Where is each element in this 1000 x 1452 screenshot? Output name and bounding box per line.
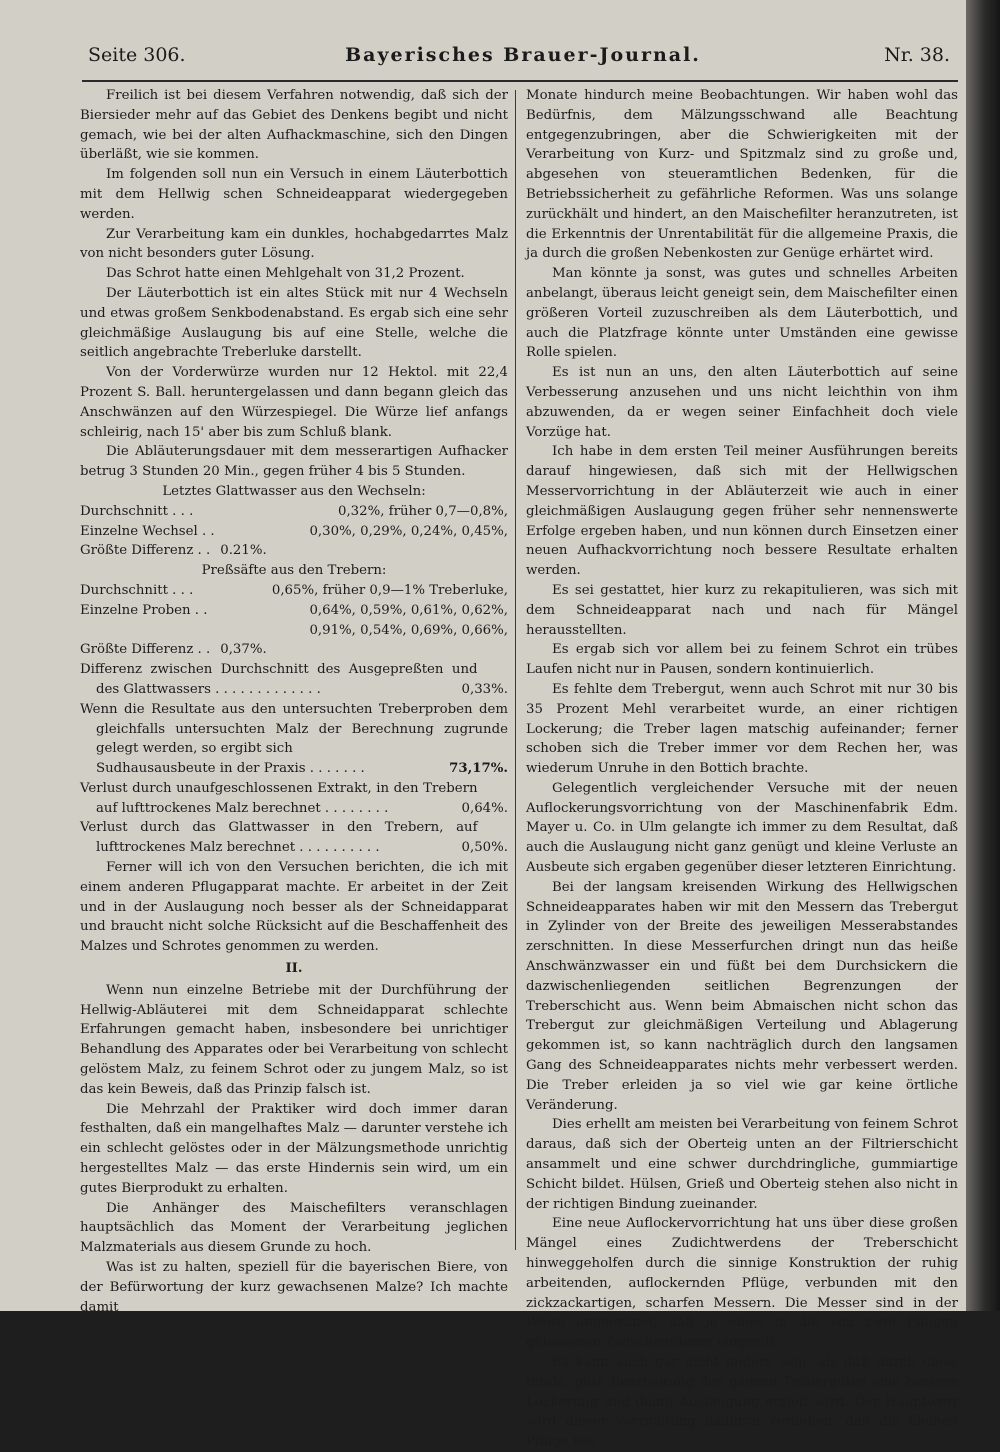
row-value: 0,33%. [461, 681, 508, 697]
row-label: Größte Differenz . . [80, 642, 211, 658]
table-row [80, 601, 508, 621]
row-label: Größte Differenz . . [80, 543, 211, 559]
paragraph: Dies erhellt am meisten bei Verarbeitung von feinem Schrot daraus, daß sich der Oberteig unten an der Filtrierschicht ansammelt und eine schwer durchdringliche, gummiartige Schicht bildet. Hülsen, Grieß und Oberteig stehen also nicht in der richtigen Bindung zueinander. [526, 1117, 958, 1212]
paragraph: Das Schrot hatte einen Mehlgehalt von 31,2 Prozent. [106, 266, 465, 282]
row-value: 0,37%. [220, 642, 267, 658]
paragraph: Es kann auch gar nicht anders sein, als daß durch diese totale, gute Bearbeitung des ganzen Trebergutes eine bessere Lockerung und damit Auslaugung erzielt wird. Der Hauptwert wird dieser Vorrichtung dadurch verliehen, daß die kleinen Pflüge wie [526, 1355, 958, 1450]
table-row [80, 640, 508, 660]
row-label: Verlust durch unaufgeschlossenen Extrakt, in den Trebern auf lufttrockenes Malz berechnet . . . . . . . . [80, 780, 478, 816]
row-value: 0,91%, 0,54%, 0,69%, 0,66%, [309, 622, 508, 638]
table-row [80, 502, 508, 522]
paragraph: Es ist nun an uns, den alten Läuterbottich auf seine Verbesserung anzusehen und uns nicht leichthin von ihm abzuwenden, da er wegen seiner Einfachheit doch viele Vorzüge hat. [526, 365, 958, 440]
table-row [80, 621, 508, 641]
page-number: Seite 306. [88, 44, 186, 66]
paragraph: Zur Verarbeitung kam ein dunkles, hochabgedarrtes Malz von nicht besonders guter Lösung. [80, 226, 508, 262]
issue-number: Nr. 38. [884, 44, 950, 66]
paragraph: Wenn nun einzelne Betriebe mit der Durchführung der Hellwig-Abläuterei mit dem Schneidapparat schlechte Erfahrungen gemacht haben, insbesondere bei unrichtiger Behandlung des Apparates oder bei Verarbeitung von schlecht gelöstem Malz, zu feinem Schrot oder zu jungem Malz, so ist das kein Beweis, daß das Prinzip falsch ist. [80, 982, 508, 1097]
paragraph: Wenn die Resultate aus den untersuchten Treberproben dem gleichfalls untersuchten Malz der Berechnung zugrunde gelegt werden, so ergibt sich [80, 701, 508, 757]
section-heading: II. [285, 961, 303, 977]
page-edge-shadow [966, 0, 1000, 1311]
row-value: 0,64%, 0,59%, 0,61%, 0,62%, [309, 602, 508, 618]
paragraph: Bei der langsam kreisenden Wirkung des Hellwigschen Schneideapparates haben wir mit den Messern das Trebergut in Zylinder von der Breite des jeweiligen Messerabstandes zerschnitten. In diese Messerfurchen dringt nun das heiße Anschwänzwasser ein und füßt bei dem Durchsickern die dazwischenliegenden seitlichen Begrenzungen der Treberschicht aus. Wenn beim Abmaischen nicht schon das Trebergut zur gleichmäßigen Verteilung und Ablagerung gekommen ist, so kann nachträglich durch den langsamen Gang des Schneideapparates nichts mehr verbessert werden. Die Treber erleiden ja so viel wie gar keine örtliche Veränderung. [526, 879, 958, 1113]
paragraph: Eine neue Auflockervorrichtung hat uns über diese großen Mängel eines Zudichtwerdens der Treberschicht hinweggeholfen durch die sinnige Konstruktion der ruhig arbeitenden, auflockernden Pflüge, verbunden mit den zickzackartigen, scharfen Messern. Die Messer sind in der Weise angeordnet, daß je eines in die von zwei Pflügen gelassenen Zwischenräume eingreift. [526, 1216, 958, 1351]
row-label: Durchschnitt . . . [80, 582, 194, 598]
paragraph: Monate hindurch meine Beobachtungen. Wir haben wohl das Bedürfnis, dem Mälzungsschwand alle Beachtung entgegenzubringen, aber die Schwierigkeiten mit der Verarbeitung von Kurz- und Spitzmalz sind zu große und, abgesehen von steueramtlichen Bedenken, für die Betriebssicherheit zu gefährliche Reformen. Was uns solange zurückhält und hindert, an den Maischefilter heranzutreten, ist die Erkenntnis der Unrentabilität für die allgemeine Praxis, die ja durch die großen Nebenkosten zur Genüge erhärtet wird. [526, 88, 958, 262]
paragraph: Die Abläuterungsdauer mit dem messerartigen Aufhacker betrug 3 Stunden 20 Min., gegen früher 4 bis 5 Stunden. [80, 444, 508, 480]
table-heading: Preßsäfte aus den Trebern: [201, 563, 387, 579]
page-header [88, 44, 958, 74]
paragraph: Es sei gestattet, hier kurz zu rekapitulieren, was sich mit dem Schneideapparat nach und nach für Mängel herausstellten. [526, 582, 958, 638]
table-row [80, 522, 508, 542]
row-label: Durchschnitt . . . [80, 503, 194, 519]
result-row [80, 779, 508, 819]
paragraph: Im folgenden soll nun ein Versuch in einem Läuterbottich mit dem Hellwig schen Schneideapparat wiedergegeben werden. [80, 167, 508, 222]
row-value: 0,32%, früher 0,7—0,8%, [337, 503, 508, 519]
header-rule [82, 80, 958, 82]
paragraph: Gelegentlich vergleichender Versuche mit der neuen Auflockerungsvorrichtung von der Maschinenfabrik Edm. Mayer u. Co. in Ulm gelangte ich immer zu dem Resultat, daß auch die Auslaugung nicht ganz genügt und kleine Verluste an Ausbeute sich ergaben gegenüber dieser letzteren Einrichtung. [526, 780, 958, 876]
row-value: 0.21%. [220, 543, 267, 559]
row-label: Einzelne Proben . . [80, 602, 208, 618]
row-value: 0,65%, früher 0,9—1% Treberluke, [271, 582, 508, 598]
row-label: Differenz zwischen Durchschnitt des Ausgepreßten und des Glattwassers . . . . . . . . . . . . . [80, 662, 478, 697]
result-row [80, 660, 508, 700]
row-label: Einzelne Wechsel . . [80, 523, 215, 539]
paragraph: Ferner will ich von den Versuchen berichten, die ich mit einem anderen Pflugapparat machte. Er arbeitet in der Zeit und in der Auslaugung noch besser als der Schneidapparat und braucht nicht solche Rücksicht auf die Beschaffenheit des Malzes und Schrotes genommen zu werden. [80, 860, 508, 955]
journal-title: Bayerisches Brauer-Journal. [345, 44, 701, 66]
table-row [80, 581, 508, 601]
row-value: 0,64%. [461, 800, 508, 816]
column-divider [515, 90, 516, 1250]
paragraph: Was ist zu halten, speziell für die bayerischen Biere, von der Befürwortung der kurz gewachsenen Malze? Ich machte damit [80, 1260, 508, 1315]
left-column [80, 86, 508, 1317]
table-row [80, 541, 508, 561]
row-value: 73,17%. [449, 761, 508, 777]
row-value: 0,50%. [461, 840, 508, 856]
row-label: Verlust durch das Glattwasser in den Trebern, auf lufttrockenes Malz berechnet . . . . . . . . . . [80, 820, 478, 856]
result-row [80, 759, 508, 779]
paragraph: Von der Vorderwürze wurden nur 12 Hektol. mit 22,4 Prozent S. Ball. heruntergelassen und dann begann gleich das Anschwänzen auf den Würzespiegel. Die Würze lief anfangs schleirig, nach 15' aber bis zum Schluß blank. [80, 365, 508, 440]
paragraph: Ich habe in dem ersten Teil meiner Ausführungen bereits darauf hingewiesen, daß sich mit der Hellwigschen Messervorrichtung in der Abläuterzeit wie auch in einer gleichmäßigen Auslaugung gegen früher sehr nennenswerte Erfolge ergeben haben, und nun können durch Einsetzen einer neuen Aufhackvorrichtung noch bessere Resultate erhalten werden. [526, 444, 958, 579]
row-label: Sudhausausbeute in der Praxis . . . . . . . [96, 761, 365, 777]
paragraph: Man könnte ja sonst, was gutes und schnelles Arbeiten anbelangt, überaus leicht geneigt sein, dem Maischefilter einen größeren Vorteil zuzuschreiben als dem Läuterbottich, und auch die Platzfrage könnte unter Umständen eine gewisse Rolle spielen. [526, 266, 958, 361]
paragraph: Es ergab sich vor allem bei zu feinem Schrot ein trübes Laufen nicht nur in Pausen, sondern kontinuierlich. [526, 642, 958, 678]
paragraph: Es fehlte dem Trebergut, wenn auch Schrot mit nur 30 bis 35 Prozent Mehl verarbeitet wurde, an einer richtigen Lockerung; die Treber lagen matschig aufeinander; ferner schoben sich die Treber immer vor dem Rechen her, was wiederum Unruhe in den Bottich brachte. [526, 681, 958, 777]
paragraph: Die Mehrzahl der Praktiker wird doch immer daran festhalten, daß ein mangelhaftes Malz — darunter verstehe ich ein schlecht gelöstes oder in der Mälzungsmethode unrichtig hergestelltes Malz — das erste Hindernis sein wird, um ein gutes Bierprodukt zu erhalten. [80, 1101, 508, 1196]
paragraph: Freilich ist bei diesem Verfahren notwendig, daß sich der Biersieder mehr auf das Gebiet des Denkens begibt und nicht gemach, wie bei der alten Aufhackmaschine, sich den Dingen überläßt, wie sie kommen. [80, 88, 508, 163]
paragraph: Die Anhänger des Maischefilters veranschlagen hauptsächlich das Moment der Verarbeitung jeglichen Malzmaterials aus diesem Grunde zu hoch. [80, 1200, 508, 1256]
table-heading: Letztes Glattwasser aus den Wechseln: [162, 483, 426, 499]
result-row [80, 818, 508, 858]
right-column [526, 86, 958, 1452]
paragraph: Der Läuterbottich ist ein altes Stück mit nur 4 Wechseln und etwas großem Senkbodenabstand. Es ergab sich eine sehr gleichmäßige Auslaugung bis auf eine Stelle, welche die seitlich angebrachte Treberluke darstellt. [80, 285, 508, 361]
row-value: 0,30%, 0,29%, 0,24%, 0,45%, [309, 523, 508, 539]
